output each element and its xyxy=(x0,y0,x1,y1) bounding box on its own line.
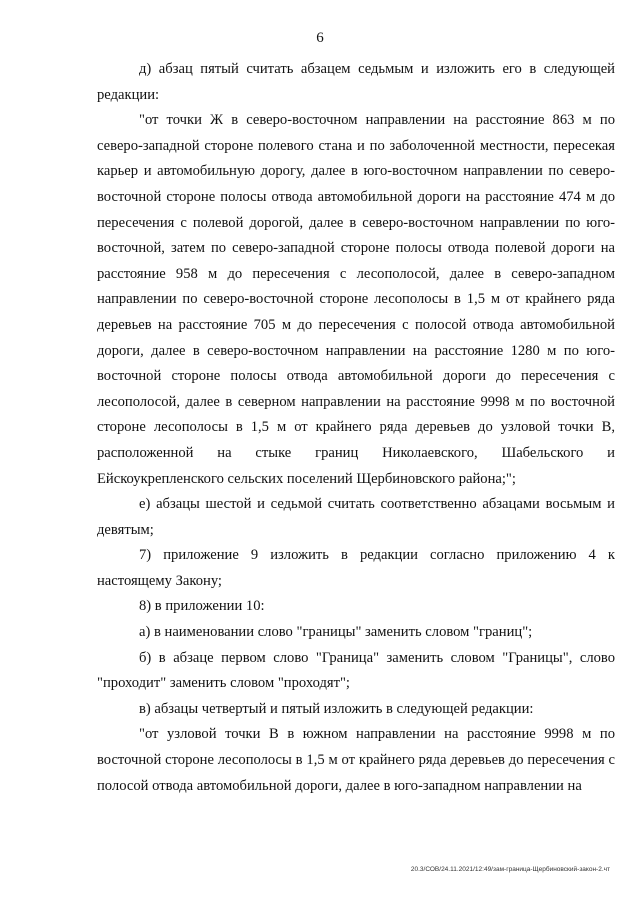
paragraph-v: в) абзацы четвертый и пятый изложить в следующей редакции: xyxy=(139,700,534,717)
paragraph-b: б) в абзаце первом слово "Граница" заменить словом "Границы", слово "проходит" заменить словом "проходят"; xyxy=(97,649,615,692)
paragraph-e: е) абзацы шестой и седьмой считать соответственно абзацами восьмым и девятым; xyxy=(97,496,615,538)
paragraph-boundary-from-point-v: "от узловой точки В в южном направлении на расстояние 9998 м по восточной стороне лесополосы в 1,5 м от крайнего ряда деревьев до пересечения с полосой отвода автомобильной дороги, далее в юго-западном направлении на xyxy=(97,726,615,794)
page-number: 6 xyxy=(316,30,324,46)
paragraph-boundary-from-point-zh: "от точки Ж в северо-восточном направлении на расстояние 863 м по северо-западной стороне полевого стана и по заболоченной местности, пересекая карьер и автомобильную дорогу, далее в юго-восточном направлении по северо-восточной стороне полосы отвода автомобильной дороги на расстояние 474 м до пересечения с полевой дорогой, далее в северо-восточном направлении по юго-восточной, затем по северо-западной стороне полосы отвода полевой дороги на расстояние 958 м до пересечения с лесополосой, далее в северо-западном направлении по северо-восточной стороне лесополосы в 1,5 м от крайнего ряда деревьев на расстояние 705 м до пересечения с полосой отвода автомобильной дороги, далее в северо-восточном направлении на расстояние 1280 м по юго-восточной стороне полосы отвода автомобильной дороги до пересечения с лесополосой, далее в северном направлении на расстояние 9998 м по восточной стороне лесополосы в 1,5 м от крайнего ряда деревьев до узловой точки В, расположенной на стыке границ Николаевского, Шабельского и Ейскоукрепленского сельских поселений Щербиновского района;"; xyxy=(97,112,615,487)
document-footer: 20.3/СОВ/24.11.2021/12:49/зам-граница-Щербиновский-закон-2.чт xyxy=(410,866,610,873)
document-body xyxy=(97,57,615,799)
paragraph-a: а) в наименовании слово "границы" заменить словом "границ"; xyxy=(139,624,533,641)
paragraph-d: д) абзац пятый считать абзацем седьмым и изложить его в следующей редакции: xyxy=(97,61,615,103)
paragraph-item-8: 8) в приложении 10: xyxy=(139,598,265,615)
paragraph-item-7: 7) приложение 9 изложить в редакции согласно приложению 4 к настоящему Закону; xyxy=(97,547,615,589)
